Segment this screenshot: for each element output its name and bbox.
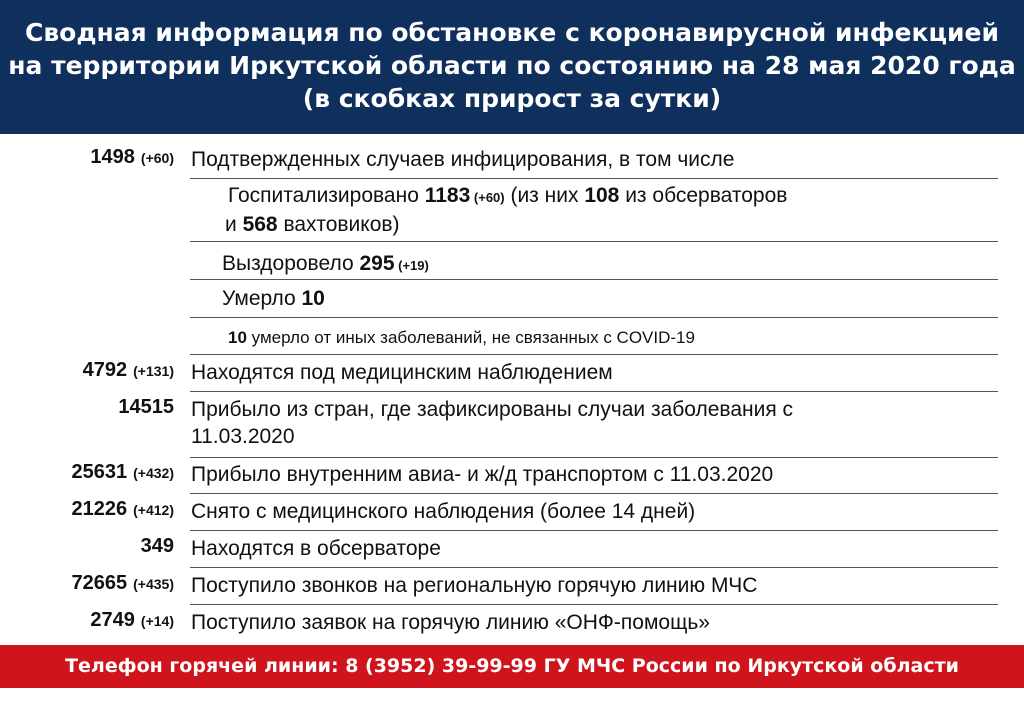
removed-label: Снято с медицинского наблюдения (более 14 дней): [191, 500, 696, 523]
arrived-abroad-label-line2: 11.03.2020: [191, 425, 295, 448]
recovered-text: [222, 250, 1024, 279]
header-banner: [0, 0, 1024, 134]
died-count: 10: [301, 287, 325, 310]
requests-value: [90, 609, 174, 632]
title-line-3: (в скобках прирост за сутки): [302, 84, 722, 113]
calls-delta: (+435): [133, 576, 174, 592]
observator-count: 108: [584, 184, 620, 207]
hospitalized-delta: (+60): [470, 190, 505, 205]
row-divider: [190, 567, 998, 568]
row-divider: [190, 279, 998, 280]
observator-total: 349: [140, 535, 174, 557]
arrived-domestic-value: [72, 461, 174, 484]
requests-label: Поступило заявок на горячую линию «ОНФ-помощь»: [191, 611, 710, 634]
title-line-2: на территории Иркутской области по состоянию на 28 мая 2020 года: [8, 51, 1016, 80]
died-text: [222, 285, 1024, 312]
calls-label: Поступило звонков на региональную горячую линию МЧС: [191, 574, 758, 597]
died-other-text: [228, 324, 1024, 351]
hotline-footer: Телефон горячей линии: 8 (3952) 39-99-99 ГУ МЧС России по Иркутской области: [0, 645, 1024, 688]
observator-label: Находятся в обсерваторе: [191, 537, 441, 560]
arrived-domestic-delta: (+432): [133, 465, 174, 481]
recovered-count: 295: [359, 252, 395, 275]
requests-count: 2749: [90, 609, 135, 631]
row-divider: [190, 354, 998, 355]
hospitalized-text-line2: [225, 211, 925, 238]
hospitalized-count: 1183: [424, 184, 471, 207]
hospitalized-line2-suffix: вахтовиков): [277, 213, 400, 236]
row-divider: [190, 457, 998, 458]
recovered-delta: (+19): [394, 258, 429, 273]
row-divider: [190, 317, 998, 318]
calls-value: [72, 572, 174, 595]
recovered-prefix: Выздоровело: [222, 252, 360, 275]
confirmed-count: 1498: [90, 146, 135, 168]
removed-value: [72, 498, 174, 521]
hospitalized-mid2: из обсерваторов: [619, 184, 788, 207]
shift-workers-count: 568: [242, 213, 278, 236]
hospitalized-line2-prefix: и: [225, 213, 243, 236]
arrived-abroad-label-line1: Прибыло из стран, где зафиксированы случаи заболевания с: [191, 398, 794, 421]
arrived-abroad-value: [118, 396, 174, 419]
confirmed-value: [90, 146, 174, 169]
observator-value: [141, 535, 174, 558]
observation-label: Находятся под медицинским наблюдением: [191, 361, 613, 384]
row-divider: [190, 493, 998, 494]
observation-count: 4792: [82, 359, 128, 381]
row-divider: [190, 178, 998, 179]
confirmed-label: Подтвержденных случаев инфицирования, в том числе: [191, 148, 735, 171]
calls-count: 72665: [71, 572, 128, 594]
confirmed-delta: (+60): [140, 150, 174, 166]
arrived-abroad-count: 14515: [118, 396, 174, 418]
died-other-label: умерло от иных заболеваний, не связанных с COVID-19: [246, 328, 695, 347]
hospitalized-prefix: Госпитализировано: [228, 184, 425, 207]
arrived-abroad-label: [191, 396, 1001, 450]
observation-delta: (+131): [133, 363, 174, 379]
died-prefix: Умерло: [222, 287, 302, 310]
requests-delta: (+14): [140, 613, 174, 629]
row-divider: [190, 530, 998, 531]
row-divider: [190, 391, 998, 392]
removed-delta: (+412): [133, 502, 174, 518]
removed-count: 21226: [71, 498, 128, 520]
observation-value: [83, 359, 174, 382]
title-line-1: Сводная информация по обстановке с коронавирусной инфекцией: [25, 18, 999, 47]
arrived-domestic-count: 25631: [71, 461, 128, 483]
hospitalized-text: [228, 182, 928, 211]
hospitalized-mid1: (из них: [504, 184, 585, 207]
row-divider: [190, 241, 998, 242]
arrived-domestic-label: Прибыло внутренним авиа- и ж/д транспортом с 11.03.2020: [191, 463, 774, 486]
row-divider: [190, 604, 998, 605]
died-other-count: 10: [228, 328, 247, 347]
